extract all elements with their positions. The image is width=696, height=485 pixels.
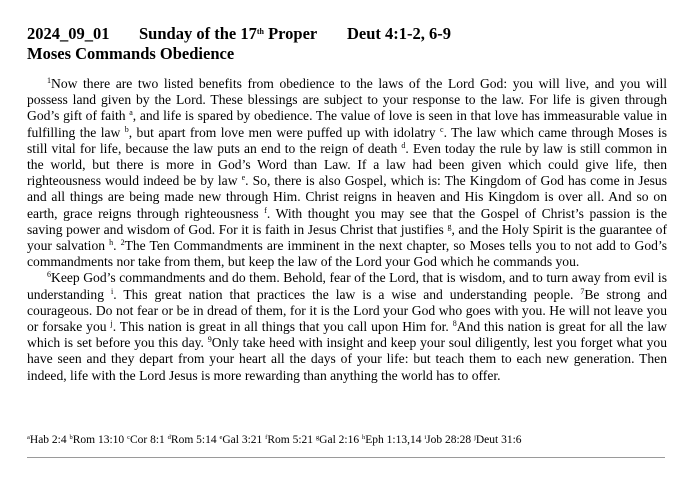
header-date: 2024_09_01 bbox=[27, 24, 110, 43]
reference-mark: i bbox=[424, 434, 427, 441]
footnote-marker: f bbox=[264, 205, 267, 215]
footnote-marker: g bbox=[447, 221, 452, 231]
page-header bbox=[27, 24, 677, 64]
reference-text: Rom 5:14 bbox=[170, 434, 217, 446]
verse-number: 9 bbox=[207, 335, 212, 345]
verse-number: 1 bbox=[47, 76, 51, 85]
verse-number: 2 bbox=[120, 238, 125, 248]
footnote-references bbox=[27, 433, 672, 447]
reference-mark: j bbox=[474, 434, 476, 441]
reference-item bbox=[265, 434, 313, 446]
reference-item bbox=[362, 434, 421, 446]
reference-mark: g bbox=[315, 434, 320, 441]
reference-text: Cor 8:1 bbox=[129, 434, 165, 446]
text-segment: Be strong and courageous. Do not fear or be in dread of them, for it is the Lord your God who goes with you. He will not leave you or forsake you bbox=[27, 286, 667, 335]
reference-item bbox=[27, 434, 67, 446]
footnote-marker: e bbox=[241, 173, 246, 183]
commentary-body bbox=[27, 76, 667, 384]
text-segment: Now there are two listed benefits from obedience to the laws of the Lord God: you will live, and you will possess land given by the Lord. These blessings are subject to your response to the law. For life is given through God’s gift of faith bbox=[27, 76, 667, 124]
footnote-marker: a bbox=[129, 108, 133, 118]
footnote-marker: h bbox=[109, 238, 114, 248]
text-segment: And this nation is great for all the law which is set before you this day. bbox=[27, 319, 667, 351]
text-segment: . Even today the rule by law is still common in the world, but there is more in God’s Word than Law. If a law had been given which could give life, then righteousness would indeed be by law bbox=[27, 140, 667, 189]
text-segment: , and the Holy Spirit is the guarantee of your salvation bbox=[27, 221, 667, 254]
text-segment: Keep God’s commandments and do them. Behold, fear of the Lord, that is wisdom, and to turn away from evil is understanding bbox=[27, 270, 667, 302]
header-sunday-suffix: th bbox=[256, 27, 264, 36]
reference-item bbox=[316, 434, 359, 446]
footnote-marker: j bbox=[110, 319, 113, 329]
reference-mark: b bbox=[69, 434, 73, 441]
verse-number: 8 bbox=[452, 319, 457, 329]
header-sunday bbox=[139, 24, 347, 44]
reference-mark: d bbox=[167, 434, 171, 441]
bottom-divider bbox=[27, 457, 665, 458]
reference-text: Rom 5:21 bbox=[267, 434, 314, 446]
reference-mark: a bbox=[27, 434, 30, 441]
reference-text: Hab 2:4 bbox=[29, 434, 67, 446]
reference-text: Job 28:28 bbox=[426, 434, 472, 446]
reference-mark: f bbox=[265, 434, 268, 441]
paragraph-1 bbox=[27, 76, 667, 270]
reference-mark: e bbox=[219, 434, 223, 441]
reference-text: Gal 3:21 bbox=[222, 434, 263, 446]
page-title: Moses Commands Obedience bbox=[27, 44, 235, 63]
reference-item bbox=[474, 434, 522, 446]
header-scripture: Deut 4:1-2, 6-9 bbox=[347, 24, 452, 43]
text-segment: The Ten Commandments are imminent in the next chapter, so Moses tells you to not add to God’s commandments nor take from them, but keep the law of the Lord your God which he commands you. bbox=[27, 238, 668, 270]
text-segment: , and life is spared by obedience. The value of love is seen in that love has immeasurable value in fulfilling the law bbox=[27, 108, 667, 140]
reference-item bbox=[70, 434, 125, 446]
reference-item bbox=[424, 434, 471, 446]
paragraph-2 bbox=[27, 270, 667, 383]
text-segment: . So, there is also Gospel, which is: The Kingdom of God has come in Jesus and all things are being made new through Him. Christ reigns in heaven and His Kingdom is over all. And so on earth, grace reigns through righteousness bbox=[27, 173, 667, 221]
footnote-marker: c bbox=[440, 124, 444, 134]
text-segment: . The law which came through Moses is still vital for life, because the law puts an end to the reign of death bbox=[27, 124, 668, 156]
reference-mark: h bbox=[361, 434, 366, 441]
footnote-marker: d bbox=[401, 140, 406, 150]
header-sunday-text: Sunday of the 17 bbox=[139, 24, 257, 43]
reference-text: Gal 2:16 bbox=[319, 434, 360, 446]
footnote-marker: i bbox=[110, 286, 114, 296]
reference-text: Rom 13:10 bbox=[72, 434, 125, 446]
footnote-marker: b bbox=[124, 124, 129, 134]
verse-number: 7 bbox=[580, 286, 585, 296]
text-segment: . bbox=[113, 238, 121, 254]
reference-text: Eph 1:13,14 bbox=[365, 434, 422, 446]
reference-item bbox=[219, 434, 262, 446]
header-line bbox=[27, 24, 677, 44]
header-sunday-tail: Proper bbox=[263, 24, 318, 43]
text-segment: . This great nation that practices the law is a wise and understanding people. bbox=[113, 286, 581, 302]
reference-mark: c bbox=[127, 434, 130, 441]
reference-text: Deut 31:6 bbox=[475, 434, 522, 446]
verse-number: 6 bbox=[47, 270, 51, 280]
reference-item bbox=[168, 434, 217, 446]
text-segment: Only take heed with insight and keep your soul diligently, lest you forget what you have seen and they depart from your heart all the days of your life: but teach them to each new generation. Then indeed, life with the Lord Jesus is more rewarding than anything the world has to offer. bbox=[27, 335, 667, 383]
text-segment: . This nation is great in all things that you call upon Him for. bbox=[112, 319, 453, 335]
text-segment: , but apart from love men were puffed up with idolatry bbox=[128, 124, 440, 140]
reference-item bbox=[127, 434, 165, 446]
text-segment: . With thought you may see that the Gospel of Christ’s passion is the saving power and wisdom of God. For it is faith in Jesus Christ that justifies bbox=[27, 205, 667, 237]
